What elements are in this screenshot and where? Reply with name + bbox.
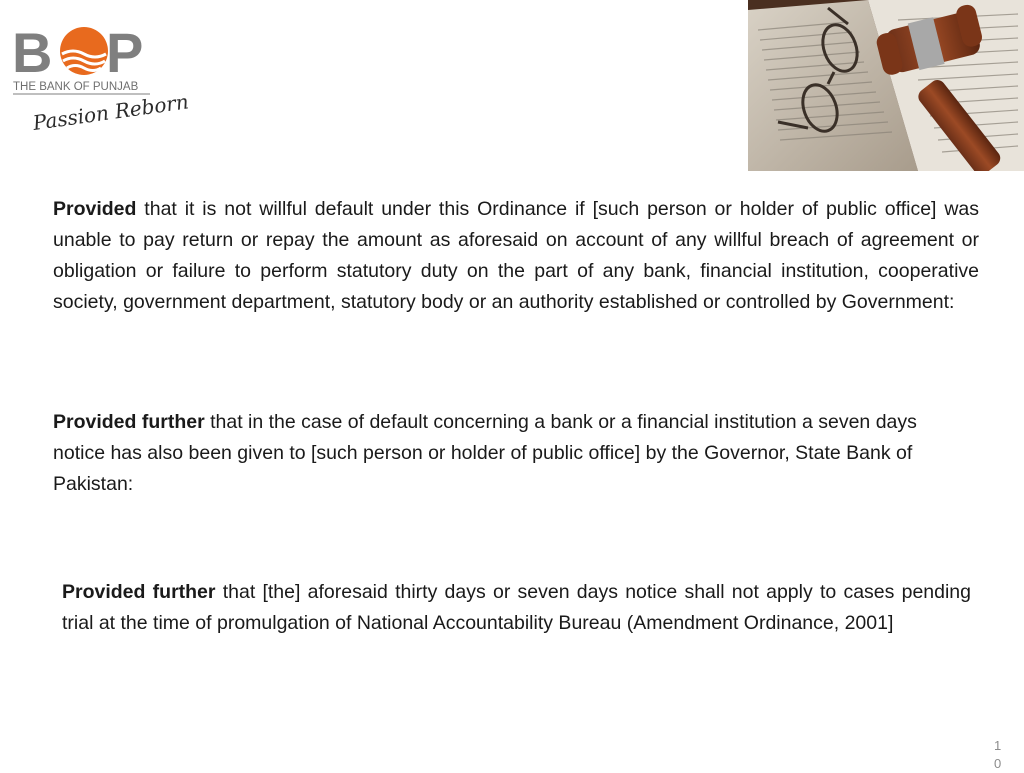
proviso-text: that in the case of default concerning a bank or a financial institution a seven days notice has also been given to [such person or holder of public office] by the Governor, State Bank of Pakistan: (53, 411, 917, 495)
slide-number: 10 (994, 738, 1004, 771)
logo-letter-p: P (106, 21, 144, 84)
gavel-photo (748, 0, 1024, 171)
logo-tagline: Passion Reborn (31, 89, 190, 135)
logo-sun-icon (60, 27, 108, 75)
bank-of-punjab-logo-icon (10, 14, 190, 139)
proviso-paragraph-3 (62, 577, 971, 639)
proviso-paragraph-2 (53, 407, 971, 500)
proviso-text: that [the] aforesaid thirty days or seven days notice shall not apply to cases pending trial at the time of promulgation of National Accountability Bureau (Amendment Ordinance, 2001] (62, 581, 972, 634)
proviso-lead: Provided further (62, 581, 216, 603)
proviso-paragraph-1 (53, 194, 979, 318)
gavel-glasses-book-icon (748, 0, 1024, 171)
proviso-text: that it is not willful default under this Ordinance if [such person or holder of public office] was unable to pay return or repay the amount as aforesaid on account of any willful breach of agreement or obligation or failure to perform statutory duty on the part of any bank, financial institution, cooperative society, government department, statutory body or an authority established or controlled by Government: (53, 198, 979, 313)
logo-letter-b: B (12, 21, 53, 84)
proviso-lead: Provided (53, 198, 137, 220)
proviso-lead: Provided further (53, 411, 205, 433)
bop-logo (10, 14, 190, 139)
logo-bank-name: THE BANK OF PUNJAB (13, 81, 139, 93)
